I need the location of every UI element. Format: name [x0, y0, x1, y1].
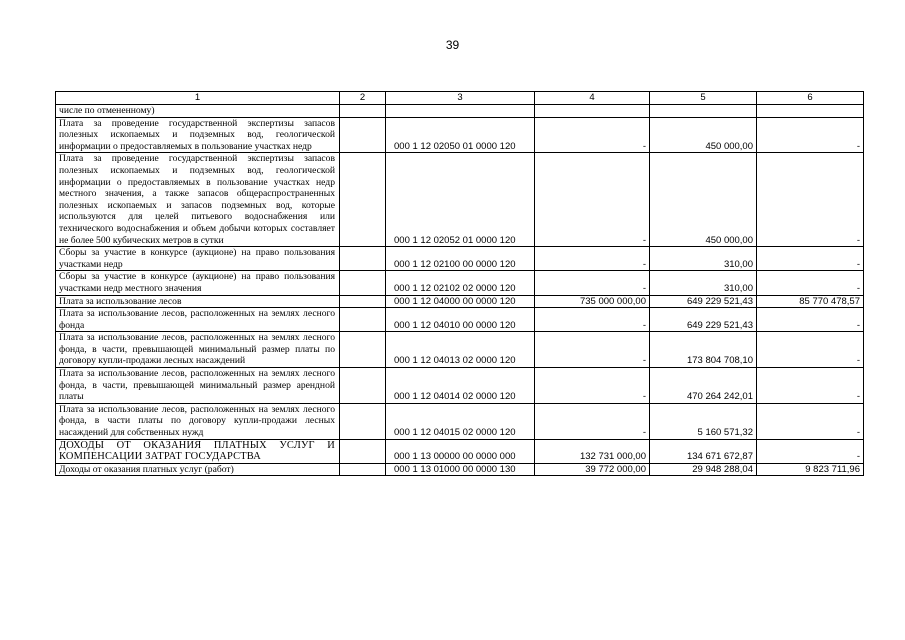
- row-approved-amount: -: [535, 271, 650, 295]
- row-unexecuted-amount: -: [757, 308, 864, 332]
- row-approved-amount: -: [535, 153, 650, 247]
- row-budget-code: 000 1 12 02052 01 0000 120: [386, 153, 535, 247]
- row-executed-amount: 134 671 672,87: [650, 439, 757, 463]
- row-column-2: [340, 105, 386, 118]
- table-row: [56, 332, 864, 368]
- column-header: 1: [56, 92, 340, 105]
- row-unexecuted-amount: -: [757, 271, 864, 295]
- row-approved-amount: -: [535, 117, 650, 153]
- row-unexecuted-amount: -: [757, 117, 864, 153]
- row-column-2: [340, 403, 386, 439]
- row-approved-amount: -: [535, 332, 650, 368]
- row-description: Плата за использование лесов, расположенных на землях лесного фонда: [56, 308, 340, 332]
- row-column-2: [340, 153, 386, 247]
- row-budget-code: 000 1 13 01000 00 0000 130: [386, 463, 535, 476]
- page-number: 39: [445, 38, 460, 52]
- row-approved-amount: 132 731 000,00: [535, 439, 650, 463]
- row-unexecuted-amount: -: [757, 247, 864, 271]
- table-row: [56, 117, 864, 153]
- row-unexecuted-amount: 85 770 478,57: [757, 295, 864, 308]
- row-column-2: [340, 271, 386, 295]
- row-approved-amount: 39 772 000,00: [535, 463, 650, 476]
- row-executed-amount: 5 160 571,32: [650, 403, 757, 439]
- table-header-row: [56, 92, 864, 105]
- row-unexecuted-amount: 9 823 711,96: [757, 463, 864, 476]
- row-column-2: [340, 332, 386, 368]
- row-approved-amount: -: [535, 403, 650, 439]
- row-approved-amount: -: [535, 368, 650, 404]
- column-header: 2: [340, 92, 386, 105]
- row-approved-amount: [535, 105, 650, 118]
- table-row: [56, 368, 864, 404]
- row-budget-code: 000 1 12 02050 01 0000 120: [386, 117, 535, 153]
- row-budget-code: 000 1 12 04010 00 0000 120: [386, 308, 535, 332]
- row-column-2: [340, 295, 386, 308]
- row-executed-amount: 450 000,00: [650, 117, 757, 153]
- column-header: 3: [386, 92, 535, 105]
- row-budget-code: [386, 105, 535, 118]
- row-budget-code: 000 1 12 04013 02 0000 120: [386, 332, 535, 368]
- column-header: 6: [757, 92, 864, 105]
- row-description: числе по отмененному): [56, 105, 340, 118]
- row-executed-amount: 649 229 521,43: [650, 308, 757, 332]
- column-header: 5: [650, 92, 757, 105]
- row-description: Доходы от оказания платных услуг (работ): [56, 463, 340, 476]
- row-unexecuted-amount: -: [757, 439, 864, 463]
- row-column-2: [340, 439, 386, 463]
- row-approved-amount: 735 000 000,00: [535, 295, 650, 308]
- row-unexecuted-amount: [757, 105, 864, 118]
- row-unexecuted-amount: -: [757, 153, 864, 247]
- row-column-2: [340, 117, 386, 153]
- row-budget-code: 000 1 12 04014 02 0000 120: [386, 368, 535, 404]
- table-row: [56, 295, 864, 308]
- table-row: [56, 271, 864, 295]
- row-executed-amount: 310,00: [650, 271, 757, 295]
- row-description: Плата за использование лесов, расположенных на землях лесного фонда, в части, превышающей минимальный размер платы по договору купли-продажи лесных насаждений: [56, 332, 340, 368]
- row-description: Плата за использование лесов, расположенных на землях лесного фонда, в части платы по договору купли-продажи лесных насаждений для собственных нужд: [56, 403, 340, 439]
- row-unexecuted-amount: -: [757, 368, 864, 404]
- table-row: [56, 308, 864, 332]
- revenue-table: [55, 91, 864, 476]
- table-row: [56, 105, 864, 118]
- row-approved-amount: -: [535, 308, 650, 332]
- table-row: [56, 439, 864, 463]
- row-approved-amount: -: [535, 247, 650, 271]
- row-description: ДОХОДЫ ОТ ОКАЗАНИЯ ПЛАТНЫХ УСЛУГ И КОМПЕНСАЦИИ ЗАТРАТ ГОСУДАРСТВА: [56, 439, 340, 463]
- row-budget-code: 000 1 12 02102 02 0000 120: [386, 271, 535, 295]
- row-description: Плата за проведение государственной экспертизы запасов полезных ископаемых и подземных вод, геологической информации о предоставляемых в пользование участках недр: [56, 117, 340, 153]
- row-executed-amount: 310,00: [650, 247, 757, 271]
- row-budget-code: 000 1 12 04000 00 0000 120: [386, 295, 535, 308]
- row-column-2: [340, 368, 386, 404]
- row-column-2: [340, 308, 386, 332]
- row-description: Плата за проведение государственной экспертизы запасов полезных ископаемых и подземных вод, геологической информации о предоставляемых в пользование участках недр местного значения, а также запасов общераспространенных полезных ископаемых и запасов подземных вод, которые используются для целей питьевого водоснабжения или технического водоснабжения и объем добычи которых составляет не более 500 кубических метров в сутки: [56, 153, 340, 247]
- table-row: [56, 403, 864, 439]
- row-unexecuted-amount: -: [757, 332, 864, 368]
- row-executed-amount: 173 804 708,10: [650, 332, 757, 368]
- row-column-2: [340, 247, 386, 271]
- row-executed-amount: 470 264 242,01: [650, 368, 757, 404]
- column-header: 4: [535, 92, 650, 105]
- row-budget-code: 000 1 12 02100 00 0000 120: [386, 247, 535, 271]
- row-description: Плата за использование лесов, расположенных на землях лесного фонда, в части, превышающей минимальный размер арендной платы: [56, 368, 340, 404]
- row-description: Сборы за участие в конкурсе (аукционе) на право пользования участками недр местного значения: [56, 271, 340, 295]
- table-row: [56, 153, 864, 247]
- row-description: Плата за использование лесов: [56, 295, 340, 308]
- row-unexecuted-amount: -: [757, 403, 864, 439]
- row-description: Сборы за участие в конкурсе (аукционе) на право пользования участками недр: [56, 247, 340, 271]
- row-executed-amount: 29 948 288,04: [650, 463, 757, 476]
- row-budget-code: 000 1 13 00000 00 0000 000: [386, 439, 535, 463]
- row-executed-amount: [650, 105, 757, 118]
- table-row: [56, 247, 864, 271]
- table-row: [56, 463, 864, 476]
- row-column-2: [340, 463, 386, 476]
- row-executed-amount: 649 229 521,43: [650, 295, 757, 308]
- row-executed-amount: 450 000,00: [650, 153, 757, 247]
- row-budget-code: 000 1 12 04015 02 0000 120: [386, 403, 535, 439]
